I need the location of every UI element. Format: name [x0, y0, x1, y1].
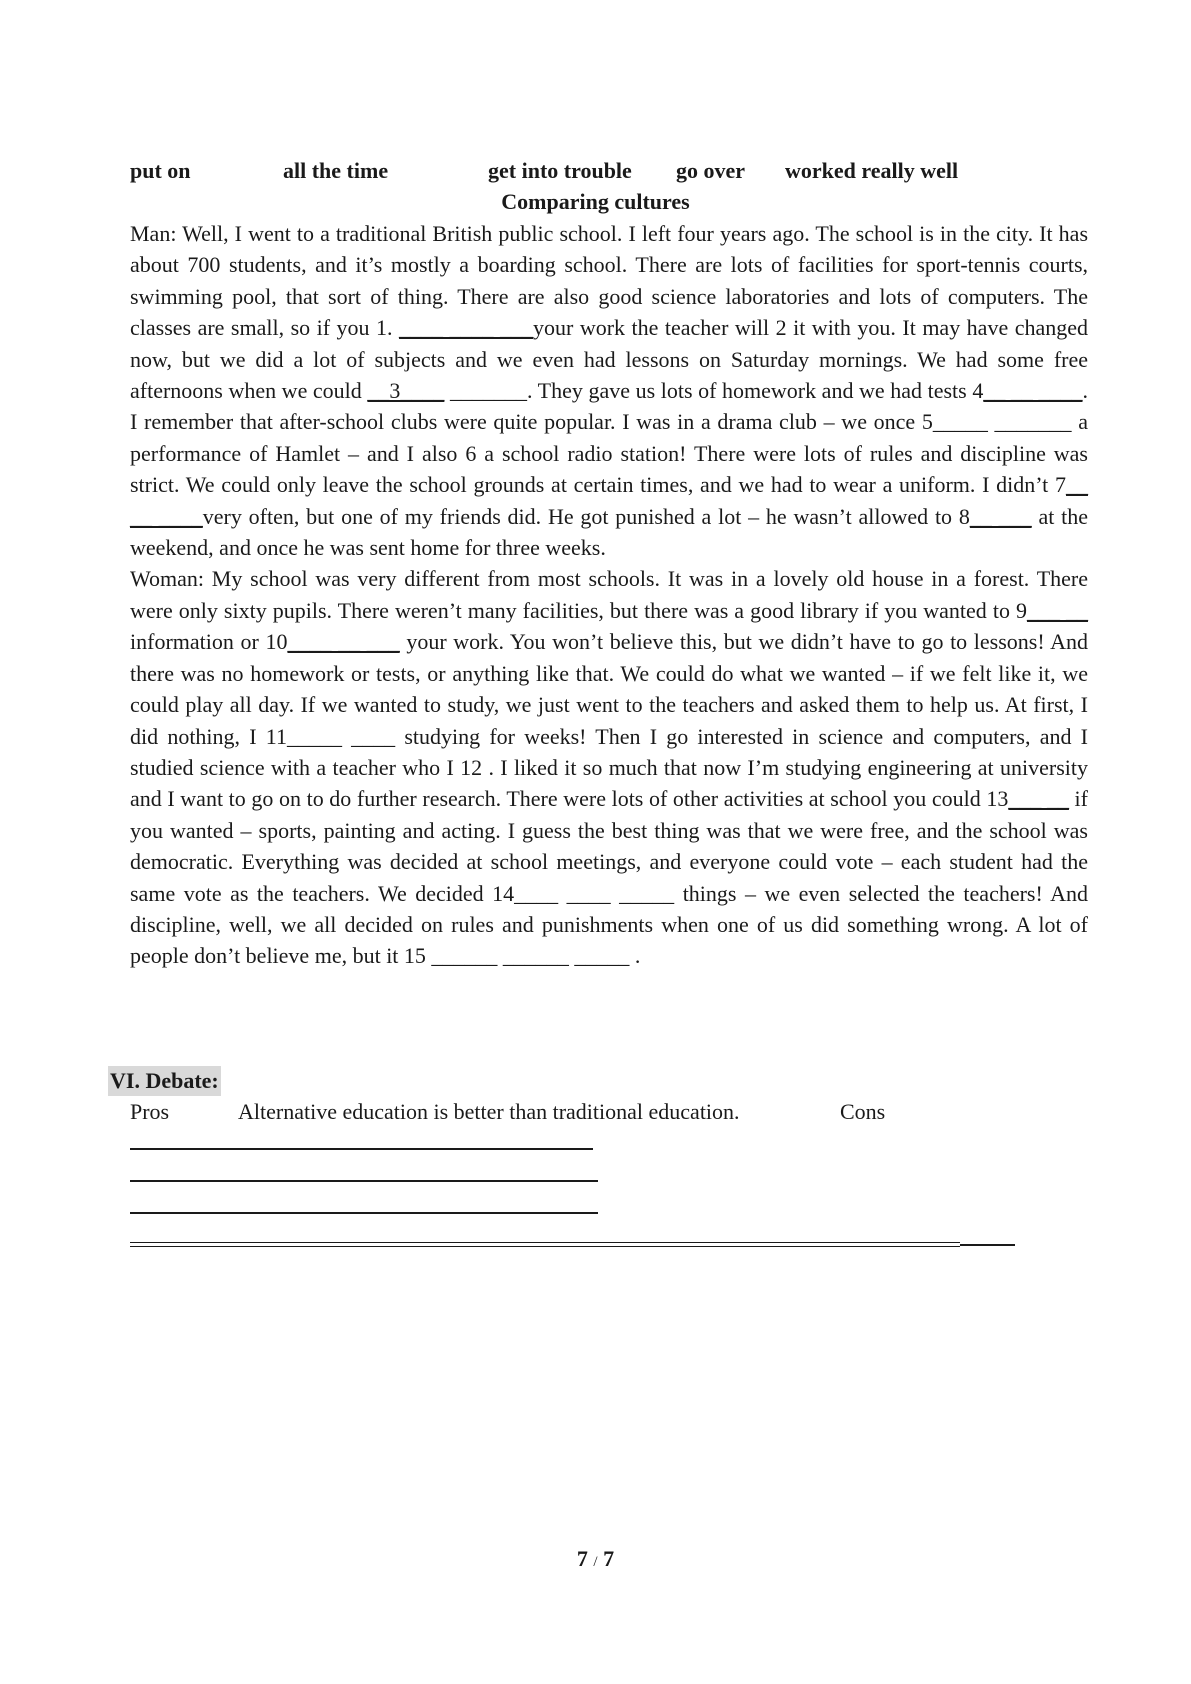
blank: __ __ ____	[983, 378, 1083, 404]
passage-title: Comparing cultures	[501, 189, 690, 214]
blank: ___ __	[1008, 786, 1069, 812]
passage-body	[130, 218, 1088, 972]
page-current: 7	[576, 1546, 588, 1571]
blank: ___ __	[1026, 597, 1088, 623]
page-separator: /	[593, 1554, 598, 1570]
answer-line[interactable]	[130, 1148, 593, 1150]
text-run: _______. They gave us lots of homework and we had tests 4	[444, 378, 984, 404]
answer-line[interactable]	[130, 1246, 960, 1247]
answer-line[interactable]	[130, 1242, 960, 1243]
text-run: at the weekend, and once he was sent home for three weeks.	[130, 503, 1088, 561]
cons-label: Cons	[840, 1099, 886, 1124]
answer-line[interactable]	[960, 1244, 1015, 1246]
man-paragraph	[130, 218, 1088, 563]
blank: __ __ ____	[130, 472, 1088, 529]
word-bank-item: all the time	[283, 158, 389, 183]
text-run: . I remember that after-school clubs were quite popular. I was in a drama club – we once 5_____ _______ a performance of Hamlet – and I also 6 a school radio station! There were lots of rules and discipline was strict. We could only leave the school grounds at certain times, and we had to wear a uniform. I didn’t 7	[130, 378, 1088, 498]
text-run: Woman: My school was very different from most schools. It was in a lovely old house in a forest. There were only sixty pupils. There weren’t many facilities, but there was a good library if you wanted to 9	[130, 566, 1088, 623]
word-bank-item: put on	[130, 158, 191, 183]
text-run: Man: Well, I went to a traditional British public school. I left four years ago. The school is in the city. It has about 700 students, and it’s mostly a boarding school. There are lots of facilities for sport-tennis courts, swimming pool, that sort of thing. There are also good science laboratories and lots of computers. The classes are small, so if you 1.	[130, 221, 1088, 341]
debate-motion: Alternative education is better than traditional education.	[238, 1099, 740, 1124]
blank: __3____	[367, 378, 445, 404]
blank: ____ __ ___	[287, 629, 400, 655]
text-run: information or 10	[130, 629, 288, 655]
pros-label: Pros	[130, 1099, 170, 1124]
text-run: your work. You won’t believe this, but we didn’t have to go to lessons! And there was no homework or tests, or anything like that. We could do what we wanted – if we felt like it, we could play all day. If we wanted to study, we just went to the teachers and asked them to help us. At first, I did nothing, I 11_____ ____ studying for weeks! Then I go interested in science and computers, and I studied science with a teacher who I 12 . I liked it so much that now I’m studying engineering at university and I want to go on to do further research. There were lots of other activities at school you could 13	[130, 629, 1088, 812]
text-run: very often, but one of my friends did. He got punished a lot – he wasn’t allowed to 8	[202, 503, 970, 529]
answer-line[interactable]	[130, 1212, 598, 1214]
page-total: 7	[603, 1546, 615, 1571]
blank: ____ ____ ___	[399, 315, 534, 341]
text-run: your work the teacher will 2 it with you. It may have changed now, but we did a lot of subjects and we even had lessons on Saturday mornings. We had some free afternoons when we could	[130, 315, 1088, 404]
text-run: if you wanted – sports, painting and acting. I guess the best thing was that we were free, and the school was democratic. Everything was decided at school meetings, and everyone could vote – each student had the same vote as the teachers. We decided 14____ ____ _____ things – we even selected the teachers! And discipline, well, we all decided on rules and punishments when one of us did something wrong. A lot of people don’t believe me, but it 15 ______ ______ _____ .	[130, 786, 1088, 969]
blank: __ ___	[969, 503, 1032, 529]
word-bank-item: worked really well	[785, 158, 959, 183]
section-heading-debate: VI. Debate:	[108, 1066, 221, 1096]
woman-paragraph	[130, 563, 1088, 971]
answer-line[interactable]	[130, 1180, 598, 1182]
word-bank-item: get into trouble	[488, 158, 632, 183]
word-bank-item: go over	[676, 158, 746, 183]
page-number	[0, 1546, 1191, 1572]
